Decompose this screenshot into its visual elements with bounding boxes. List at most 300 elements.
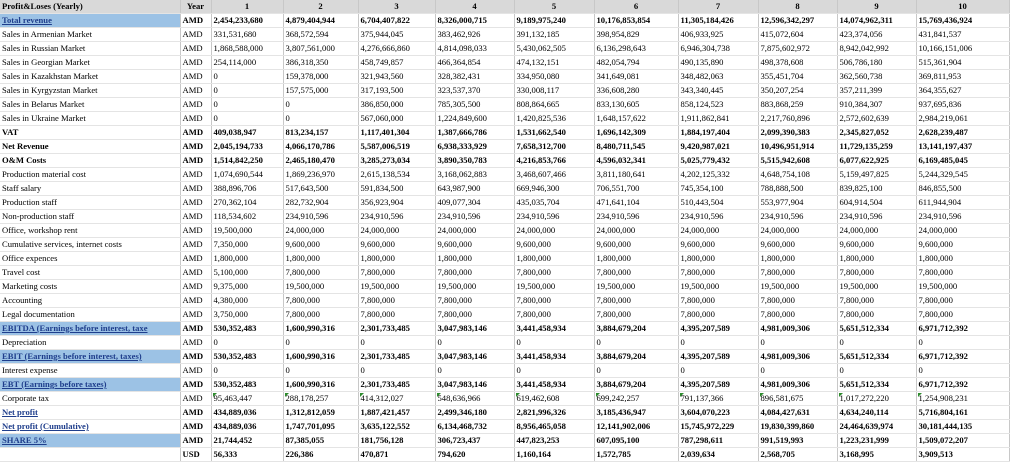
cell-year-6: 8,480,711,545 xyxy=(594,140,678,154)
cell-year-7: 406,933,925 xyxy=(678,28,758,42)
cell-year-2: 1,312,812,059 xyxy=(283,406,358,420)
row-currency: AMD xyxy=(180,14,211,28)
cell-year-8: 10,496,951,914 xyxy=(758,140,837,154)
row-label: Office expences xyxy=(0,252,180,266)
cell-year-10: 0 xyxy=(916,364,1009,378)
cell-year-1: 21,744,452 xyxy=(211,434,283,448)
row-currency: AMD xyxy=(180,42,211,56)
cell-year-6: 0 xyxy=(594,364,678,378)
cell-year-8: 4,981,009,306 xyxy=(758,378,837,392)
row-currency: AMD xyxy=(180,378,211,392)
row-label: Legal documentation xyxy=(0,308,180,322)
cell-year-7: 4,395,207,589 xyxy=(678,378,758,392)
cell-year-7: 3,604,070,223 xyxy=(678,406,758,420)
row-sales-georgian xyxy=(0,56,1009,70)
cell-year-4: 548,636,966 xyxy=(435,392,514,406)
row-label: Non-production staff xyxy=(0,210,180,224)
row-office-expences xyxy=(0,252,1009,266)
cell-year-9: 423,374,056 xyxy=(837,28,916,42)
cell-year-10: 1,800,000 xyxy=(916,252,1009,266)
row-currency: AMD xyxy=(180,112,211,126)
cell-year-5: 9,189,975,240 xyxy=(514,14,594,28)
cell-year-10: 3,909,513 xyxy=(916,448,1009,462)
cell-year-4: 643,987,900 xyxy=(435,182,514,196)
cell-year-2: 0 xyxy=(283,364,358,378)
cell-year-7: 858,124,523 xyxy=(678,98,758,112)
cell-year-3: 6,704,407,822 xyxy=(358,14,435,28)
row-label: Cumulative services, internet costs xyxy=(0,238,180,252)
cell-year-5: 9,600,000 xyxy=(514,238,594,252)
row-currency: AMD xyxy=(180,308,211,322)
cell-year-2: 1,600,990,316 xyxy=(283,378,358,392)
cell-year-10: 7,800,000 xyxy=(916,308,1009,322)
row-label: O&M Costs xyxy=(0,154,180,168)
cell-year-4: 4,814,098,033 xyxy=(435,42,514,56)
row-label: Depreciation xyxy=(0,336,180,350)
cell-year-7: 6,946,304,738 xyxy=(678,42,758,56)
cell-year-2: 234,910,596 xyxy=(283,210,358,224)
cell-year-6: 24,000,000 xyxy=(594,224,678,238)
cell-year-3: 24,000,000 xyxy=(358,224,435,238)
cell-year-8: 4,084,427,631 xyxy=(758,406,837,420)
cell-year-10: 6,971,712,392 xyxy=(916,350,1009,364)
cell-year-4: 409,077,304 xyxy=(435,196,514,210)
cell-year-4: 1,800,000 xyxy=(435,252,514,266)
row-office-rent xyxy=(0,224,1009,238)
cell-year-10: 15,769,436,924 xyxy=(916,14,1009,28)
cell-year-10: 611,944,904 xyxy=(916,196,1009,210)
cell-year-10: 5,244,329,545 xyxy=(916,168,1009,182)
cell-year-5: 474,132,151 xyxy=(514,56,594,70)
cell-year-4: 234,910,596 xyxy=(435,210,514,224)
cell-year-2: 0 xyxy=(283,98,358,112)
cell-year-6: 1,800,000 xyxy=(594,252,678,266)
cell-year-5: 0 xyxy=(514,364,594,378)
cell-year-9: 7,800,000 xyxy=(837,266,916,280)
cell-year-1: 331,531,680 xyxy=(211,28,283,42)
cell-year-6: 19,500,000 xyxy=(594,280,678,294)
cell-year-4: 3,168,062,883 xyxy=(435,168,514,182)
cell-year-10: 9,600,000 xyxy=(916,238,1009,252)
cell-year-10: 937,695,836 xyxy=(916,98,1009,112)
cell-year-8: 0 xyxy=(758,336,837,350)
year-2: 2 xyxy=(283,0,358,14)
row-currency: AMD xyxy=(180,392,211,406)
cell-year-8: 350,207,254 xyxy=(758,84,837,98)
cell-year-5: 8,956,465,058 xyxy=(514,420,594,434)
row-label: Sales in Armenian Market xyxy=(0,28,180,42)
cell-year-9: 5,651,512,334 xyxy=(837,378,916,392)
row-currency: AMD xyxy=(180,168,211,182)
cell-year-1: 1,868,588,000 xyxy=(211,42,283,56)
cell-year-1: 0 xyxy=(211,84,283,98)
cell-year-6: 336,608,280 xyxy=(594,84,678,98)
cell-year-6: 833,130,605 xyxy=(594,98,678,112)
cell-year-2: 226,386 xyxy=(283,448,358,462)
row-label: Production material cost xyxy=(0,168,180,182)
cell-year-5: 7,800,000 xyxy=(514,308,594,322)
row-currency: AMD xyxy=(180,56,211,70)
year-9: 9 xyxy=(837,0,916,14)
cell-year-6: 7,800,000 xyxy=(594,308,678,322)
cell-year-3: 2,301,733,485 xyxy=(358,322,435,336)
cell-year-8: 7,800,000 xyxy=(758,294,837,308)
row-label: Sales in Ukraine Market xyxy=(0,112,180,126)
row-total-revenue xyxy=(0,14,1009,28)
cell-year-9: 24,000,000 xyxy=(837,224,916,238)
year-10: 10 xyxy=(916,0,1009,14)
cell-year-7: 7,800,000 xyxy=(678,266,758,280)
cell-year-8: 2,217,760,896 xyxy=(758,112,837,126)
cell-year-3: 375,944,045 xyxy=(358,28,435,42)
cell-year-7: 1,911,862,841 xyxy=(678,112,758,126)
cell-year-1: 95,463,447 xyxy=(211,392,283,406)
cell-year-9: 4,634,240,114 xyxy=(837,406,916,420)
cell-year-6: 234,910,596 xyxy=(594,210,678,224)
cell-year-5: 19,500,000 xyxy=(514,280,594,294)
cell-year-10: 1,509,072,207 xyxy=(916,434,1009,448)
row-share-5 xyxy=(0,434,1009,448)
cell-year-2: 368,572,594 xyxy=(283,28,358,42)
cell-year-10: 6,971,712,392 xyxy=(916,322,1009,336)
row-label: Net profit (Cumulative) xyxy=(0,420,180,434)
cell-year-2: 517,643,500 xyxy=(283,182,358,196)
cell-year-2: 3,807,561,000 xyxy=(283,42,358,56)
cell-year-2: 288,178,257 xyxy=(283,392,358,406)
cell-year-4: 6,134,468,732 xyxy=(435,420,514,434)
row-sales-ukraine xyxy=(0,112,1009,126)
cell-year-6: 3,185,436,947 xyxy=(594,406,678,420)
cell-year-9: 19,500,000 xyxy=(837,280,916,294)
row-currency: AMD xyxy=(180,126,211,140)
cell-year-8: 355,451,704 xyxy=(758,70,837,84)
cell-year-2: 2,465,180,470 xyxy=(283,154,358,168)
row-label: Accounting xyxy=(0,294,180,308)
cell-year-8: 2,099,390,383 xyxy=(758,126,837,140)
row-label: SHARE 5% xyxy=(0,434,180,448)
cell-year-7: 1,800,000 xyxy=(678,252,758,266)
cell-year-8: 991,519,993 xyxy=(758,434,837,448)
row-net-profit xyxy=(0,406,1009,420)
cell-year-7: 745,354,100 xyxy=(678,182,758,196)
cell-year-9: 11,729,135,259 xyxy=(837,140,916,154)
cell-year-5: 1,160,164 xyxy=(514,448,594,462)
cell-year-7: 787,298,611 xyxy=(678,434,758,448)
cell-year-8: 4,981,009,306 xyxy=(758,322,837,336)
row-currency: AMD xyxy=(180,210,211,224)
cell-year-4: 785,305,500 xyxy=(435,98,514,112)
cell-year-7: 24,000,000 xyxy=(678,224,758,238)
cell-year-10: 431,841,537 xyxy=(916,28,1009,42)
cell-year-5: 3,441,458,934 xyxy=(514,322,594,336)
cell-year-3: 1,887,421,457 xyxy=(358,406,435,420)
cell-year-8: 7,800,000 xyxy=(758,308,837,322)
cell-year-9: 24,464,639,974 xyxy=(837,420,916,434)
cell-year-10: 5,716,804,161 xyxy=(916,406,1009,420)
cell-year-10: 364,355,627 xyxy=(916,84,1009,98)
cell-year-6: 3,884,679,204 xyxy=(594,322,678,336)
cell-year-1: 254,114,000 xyxy=(211,56,283,70)
cell-year-3: 321,943,560 xyxy=(358,70,435,84)
year-3: 3 xyxy=(358,0,435,14)
cell-year-3: 19,500,000 xyxy=(358,280,435,294)
row-label: Sales in Georgian Market xyxy=(0,56,180,70)
cell-year-5: 3,441,458,934 xyxy=(514,378,594,392)
cell-year-4: 794,620 xyxy=(435,448,514,462)
cell-year-7: 4,395,207,589 xyxy=(678,350,758,364)
row-label: Office, workshop rent xyxy=(0,224,180,238)
row-travel-cost xyxy=(0,266,1009,280)
cell-year-1: 0 xyxy=(211,70,283,84)
row-corporate-tax xyxy=(0,392,1009,406)
cell-year-6: 699,242,257 xyxy=(594,392,678,406)
row-ebt xyxy=(0,378,1009,392)
cell-year-4: 1,224,849,600 xyxy=(435,112,514,126)
cell-year-7: 348,482,063 xyxy=(678,70,758,84)
cell-year-7: 510,443,504 xyxy=(678,196,758,210)
cell-year-1: 118,534,602 xyxy=(211,210,283,224)
cell-year-4: 306,723,437 xyxy=(435,434,514,448)
row-cumulative-services xyxy=(0,238,1009,252)
row-label: EBITDA (Earnings before interest, taxe xyxy=(0,322,180,336)
cell-year-6: 7,800,000 xyxy=(594,294,678,308)
cell-year-8: 12,596,342,297 xyxy=(758,14,837,28)
cell-year-8: 788,888,500 xyxy=(758,182,837,196)
row-currency: AMD xyxy=(180,28,211,42)
cell-year-4: 323,537,370 xyxy=(435,84,514,98)
cell-year-10: 234,910,596 xyxy=(916,210,1009,224)
row-currency: AMD xyxy=(180,280,211,294)
cell-year-9: 1,017,272,220 xyxy=(837,392,916,406)
row-currency: AMD xyxy=(180,84,211,98)
cell-year-2: 7,800,000 xyxy=(283,308,358,322)
cell-year-5: 334,950,080 xyxy=(514,70,594,84)
cell-year-2: 87,385,055 xyxy=(283,434,358,448)
cell-year-8: 9,600,000 xyxy=(758,238,837,252)
row-sales-russian xyxy=(0,42,1009,56)
cell-year-9: 14,074,962,311 xyxy=(837,14,916,28)
cell-year-1: 530,352,483 xyxy=(211,378,283,392)
row-label: Sales in Russian Market xyxy=(0,42,180,56)
cell-year-7: 4,202,125,332 xyxy=(678,168,758,182)
cell-year-6: 9,600,000 xyxy=(594,238,678,252)
cell-year-4: 0 xyxy=(435,336,514,350)
cell-year-2: 1,600,990,316 xyxy=(283,350,358,364)
row-vat xyxy=(0,126,1009,140)
cell-year-9: 9,600,000 xyxy=(837,238,916,252)
cell-year-3: 181,756,128 xyxy=(358,434,435,448)
cell-year-4: 1,387,666,786 xyxy=(435,126,514,140)
cell-year-5: 2,821,996,326 xyxy=(514,406,594,420)
row-currency: AMD xyxy=(180,98,211,112)
cell-year-2: 1,869,236,970 xyxy=(283,168,358,182)
row-depreciation xyxy=(0,336,1009,350)
cell-year-9: 2,572,602,639 xyxy=(837,112,916,126)
cell-year-2: 1,800,000 xyxy=(283,252,358,266)
cell-year-9: 6,077,622,925 xyxy=(837,154,916,168)
cell-year-10: 2,984,219,061 xyxy=(916,112,1009,126)
row-sales-belarus xyxy=(0,98,1009,112)
cell-year-8: 553,977,904 xyxy=(758,196,837,210)
row-currency: AMD xyxy=(180,182,211,196)
cell-year-8: 0 xyxy=(758,364,837,378)
cell-year-2: 159,378,000 xyxy=(283,70,358,84)
cell-year-3: 5,587,006,519 xyxy=(358,140,435,154)
cell-year-10: 369,811,953 xyxy=(916,70,1009,84)
cell-year-5: 619,462,608 xyxy=(514,392,594,406)
cell-year-9: 357,211,399 xyxy=(837,84,916,98)
cell-year-4: 6,938,333,929 xyxy=(435,140,514,154)
cell-year-5: 4,216,853,766 xyxy=(514,154,594,168)
row-share-usd xyxy=(0,448,1009,462)
cell-year-7: 343,340,445 xyxy=(678,84,758,98)
cell-year-6: 1,648,157,622 xyxy=(594,112,678,126)
row-marketing-costs xyxy=(0,280,1009,294)
cell-year-1: 1,800,000 xyxy=(211,252,283,266)
cell-year-7: 4,395,207,589 xyxy=(678,322,758,336)
cell-year-10: 7,800,000 xyxy=(916,266,1009,280)
cell-year-10: 515,361,904 xyxy=(916,56,1009,70)
cell-year-10: 2,628,239,487 xyxy=(916,126,1009,140)
cell-year-1: 434,889,036 xyxy=(211,406,283,420)
cell-year-1: 56,333 xyxy=(211,448,283,462)
row-label: Total revenue xyxy=(0,14,180,28)
cell-year-7: 19,500,000 xyxy=(678,280,758,294)
cell-year-7: 234,910,596 xyxy=(678,210,758,224)
cell-year-1: 0 xyxy=(211,364,283,378)
cell-year-7: 7,800,000 xyxy=(678,308,758,322)
row-label: Corporate tax xyxy=(0,392,180,406)
row-label: Production staff xyxy=(0,196,180,210)
cell-year-7: 7,800,000 xyxy=(678,294,758,308)
cell-year-7: 5,025,779,432 xyxy=(678,154,758,168)
cell-year-1: 270,362,104 xyxy=(211,196,283,210)
row-staff-salary xyxy=(0,182,1009,196)
cell-year-6: 3,884,679,204 xyxy=(594,350,678,364)
cell-year-7: 0 xyxy=(678,336,758,350)
row-ebit xyxy=(0,350,1009,364)
cell-year-6: 0 xyxy=(594,336,678,350)
cell-year-4: 3,047,983,146 xyxy=(435,322,514,336)
cell-year-3: 2,301,733,485 xyxy=(358,378,435,392)
row-currency: AMD xyxy=(180,350,211,364)
row-om-costs xyxy=(0,154,1009,168)
cell-year-4: 3,047,983,146 xyxy=(435,378,514,392)
cell-year-5: 3,468,607,466 xyxy=(514,168,594,182)
row-production-staff xyxy=(0,196,1009,210)
row-label: Sales in Kazakhstan Market xyxy=(0,70,180,84)
cell-year-3: 9,600,000 xyxy=(358,238,435,252)
cell-year-9: 1,223,231,999 xyxy=(837,434,916,448)
cell-year-1: 5,100,000 xyxy=(211,266,283,280)
cell-year-2: 1,600,990,316 xyxy=(283,322,358,336)
cell-year-9: 910,384,307 xyxy=(837,98,916,112)
cell-year-3: 458,749,857 xyxy=(358,56,435,70)
cell-year-9: 1,800,000 xyxy=(837,252,916,266)
cell-year-8: 896,581,675 xyxy=(758,392,837,406)
row-label: Net profit xyxy=(0,406,180,420)
cell-year-8: 1,800,000 xyxy=(758,252,837,266)
cell-year-8: 7,800,000 xyxy=(758,266,837,280)
cell-year-3: 7,800,000 xyxy=(358,294,435,308)
row-sales-armenian xyxy=(0,28,1009,42)
cell-year-2: 0 xyxy=(283,112,358,126)
row-net-revenue xyxy=(0,140,1009,154)
cell-year-9: 839,825,100 xyxy=(837,182,916,196)
cell-year-7: 791,137,366 xyxy=(678,392,758,406)
cell-year-4: 0 xyxy=(435,364,514,378)
cell-year-9: 8,942,042,992 xyxy=(837,42,916,56)
cell-year-6: 398,954,829 xyxy=(594,28,678,42)
cell-year-5: 24,000,000 xyxy=(514,224,594,238)
cell-year-5: 0 xyxy=(514,336,594,350)
row-label: Sales in Belarus Market xyxy=(0,98,180,112)
cell-year-1: 0 xyxy=(211,336,283,350)
cell-year-8: 19,830,399,860 xyxy=(758,420,837,434)
cell-year-2: 0 xyxy=(283,336,358,350)
cell-year-3: 1,800,000 xyxy=(358,252,435,266)
cell-year-8: 2,568,705 xyxy=(758,448,837,462)
cell-year-10: 0 xyxy=(916,336,1009,350)
cell-year-1: 0 xyxy=(211,98,283,112)
cell-year-8: 4,981,009,306 xyxy=(758,350,837,364)
cell-year-10: 1,254,908,231 xyxy=(916,392,1009,406)
cell-year-2: 9,600,000 xyxy=(283,238,358,252)
cell-year-9: 7,800,000 xyxy=(837,308,916,322)
row-interest-expense xyxy=(0,364,1009,378)
cell-year-6: 6,136,298,643 xyxy=(594,42,678,56)
cell-year-1: 2,045,194,733 xyxy=(211,140,283,154)
row-currency: AMD xyxy=(180,154,211,168)
cell-year-8: 415,072,604 xyxy=(758,28,837,42)
cell-year-2: 386,318,350 xyxy=(283,56,358,70)
cell-year-1: 7,350,000 xyxy=(211,238,283,252)
cell-year-3: 317,193,500 xyxy=(358,84,435,98)
cell-year-5: 447,823,253 xyxy=(514,434,594,448)
row-accounting xyxy=(0,294,1009,308)
row-currency: AMD xyxy=(180,266,211,280)
cell-year-2: 4,879,404,944 xyxy=(283,14,358,28)
cell-year-3: 414,312,027 xyxy=(358,392,435,406)
cell-year-8: 5,515,942,608 xyxy=(758,154,837,168)
cell-year-2: 7,800,000 xyxy=(283,294,358,308)
row-currency: AMD xyxy=(180,238,211,252)
cell-year-5: 7,800,000 xyxy=(514,294,594,308)
cell-year-1: 19,500,000 xyxy=(211,224,283,238)
cell-year-10: 846,855,500 xyxy=(916,182,1009,196)
row-label: EBIT (Earnings before interest, taxes) xyxy=(0,350,180,364)
cell-year-7: 9,600,000 xyxy=(678,238,758,252)
cell-year-8: 4,648,754,108 xyxy=(758,168,837,182)
cell-year-6: 1,572,785 xyxy=(594,448,678,462)
cell-year-8: 24,000,000 xyxy=(758,224,837,238)
cell-year-9: 7,800,000 xyxy=(837,294,916,308)
row-currency: AMD xyxy=(180,196,211,210)
cell-year-4: 8,326,000,715 xyxy=(435,14,514,28)
cell-year-6: 1,696,142,309 xyxy=(594,126,678,140)
row-currency: AMD xyxy=(180,336,211,350)
cell-year-5: 1,531,662,540 xyxy=(514,126,594,140)
cell-year-3: 3,285,273,034 xyxy=(358,154,435,168)
cell-year-1: 2,454,233,680 xyxy=(211,14,283,28)
cell-year-3: 591,834,500 xyxy=(358,182,435,196)
cell-year-4: 9,600,000 xyxy=(435,238,514,252)
cell-year-10: 6,169,485,045 xyxy=(916,154,1009,168)
row-sales-kazakhstan xyxy=(0,70,1009,84)
cell-year-9: 5,159,497,825 xyxy=(837,168,916,182)
cell-year-1: 1,074,690,544 xyxy=(211,168,283,182)
cell-year-6: 4,596,032,341 xyxy=(594,154,678,168)
